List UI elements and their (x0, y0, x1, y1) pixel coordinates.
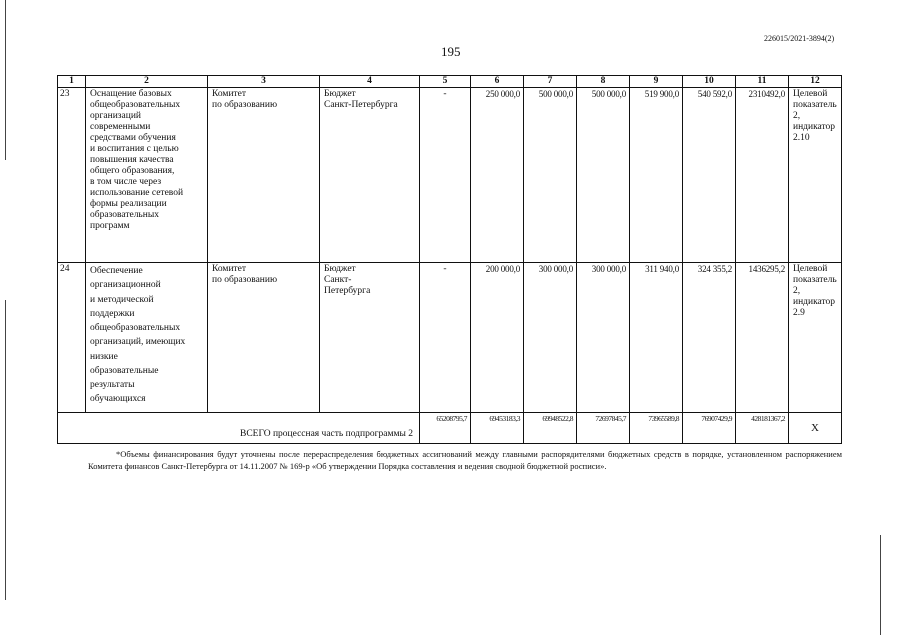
footnote-line: *Объемы финансирования будут уточнены после перераспределения бюджетных ассигнований между главными распорядителями бюджетных средств в порядке, (116, 449, 724, 459)
header-cell: 3 (208, 76, 320, 88)
value-cell: 200 000,0 (471, 263, 524, 413)
value-cell: 311 940,0 (630, 263, 683, 413)
total-value: 73965589,8 (630, 413, 683, 444)
table-row (58, 263, 842, 413)
header-cell: 4 (320, 76, 420, 88)
document-code: 226015/2021-3894(2) (764, 34, 835, 43)
header-cell: 5 (420, 76, 471, 88)
header-cell: 1 (58, 76, 86, 88)
scan-edge-line (5, 300, 6, 600)
value-cell: 300 000,0 (524, 263, 577, 413)
header-cell: 11 (736, 76, 789, 88)
funding-source: Бюджет Санкт- Петербурга (320, 263, 420, 413)
header-cell: 12 (789, 76, 842, 88)
header-cell: 9 (630, 76, 683, 88)
executor: Комитет по образованию (208, 263, 320, 413)
value-cell: - (420, 88, 471, 263)
value-cell: - (420, 263, 471, 413)
header-cell: 7 (524, 76, 577, 88)
total-value: 428181367,2 (736, 413, 789, 444)
scan-edge-line (880, 535, 881, 635)
target-indicator: Целевой показатель 2, индикатор 2.10 (789, 88, 842, 263)
table-row (58, 88, 842, 263)
header-cell: 6 (471, 76, 524, 88)
header-cell: 8 (577, 76, 630, 88)
header-cell: 2 (86, 76, 208, 88)
footnote (88, 448, 842, 472)
total-value: 76907429,9 (683, 413, 736, 444)
executor: Комитет по образованию (208, 88, 320, 263)
total-label: ВСЕГО процессная часть подпрограммы 2 (58, 413, 420, 444)
scan-edge-line (5, 0, 6, 160)
activity-name: Обеспечение организационной и методической поддержки общеобразовательных организаций, имеющих низкие образовательные результаты обучающихся (86, 263, 208, 413)
header-cell: 10 (683, 76, 736, 88)
target-indicator: Целевой показатель 2, индикатор 2.9 (789, 263, 842, 413)
row-number: 23 (58, 88, 86, 263)
total-value: 72697845,7 (577, 413, 630, 444)
funding-source: Бюджет Санкт-Петербурга (320, 88, 420, 263)
footnote-line: установленном распоряжением Комитета финансов Санкт-Петербурга от 14.11.2007 № 169-р «Об утверждении Порядка составления и ведения сводной бюджетной росписи». (88, 449, 843, 471)
page-number: 195 (441, 44, 461, 59)
total-value: 65208795,7 (420, 413, 471, 444)
value-cell: 2310492,0 (736, 88, 789, 263)
total-value: 69948522,8 (524, 413, 577, 444)
value-cell: 300 000,0 (577, 263, 630, 413)
value-cell: 540 592,0 (683, 88, 736, 263)
value-cell: 1436295,2 (736, 263, 789, 413)
header-row (58, 76, 842, 88)
value-cell: 519 900,0 (630, 88, 683, 263)
value-cell: 500 000,0 (524, 88, 577, 263)
value-cell: 500 000,0 (577, 88, 630, 263)
row-number: 24 (58, 263, 86, 413)
value-cell: 250 000,0 (471, 88, 524, 263)
total-indicator: Х (789, 413, 842, 444)
budget-table (57, 75, 842, 444)
total-row (58, 413, 842, 444)
activity-name: Оснащение базовых общеобразовательных организаций современными средствами обучения и воспитания с целью повышения качества общего образования, в том числе через использование сетевой формы реализации образовательных программ (86, 88, 208, 263)
value-cell: 324 355,2 (683, 263, 736, 413)
total-value: 69453183,3 (471, 413, 524, 444)
